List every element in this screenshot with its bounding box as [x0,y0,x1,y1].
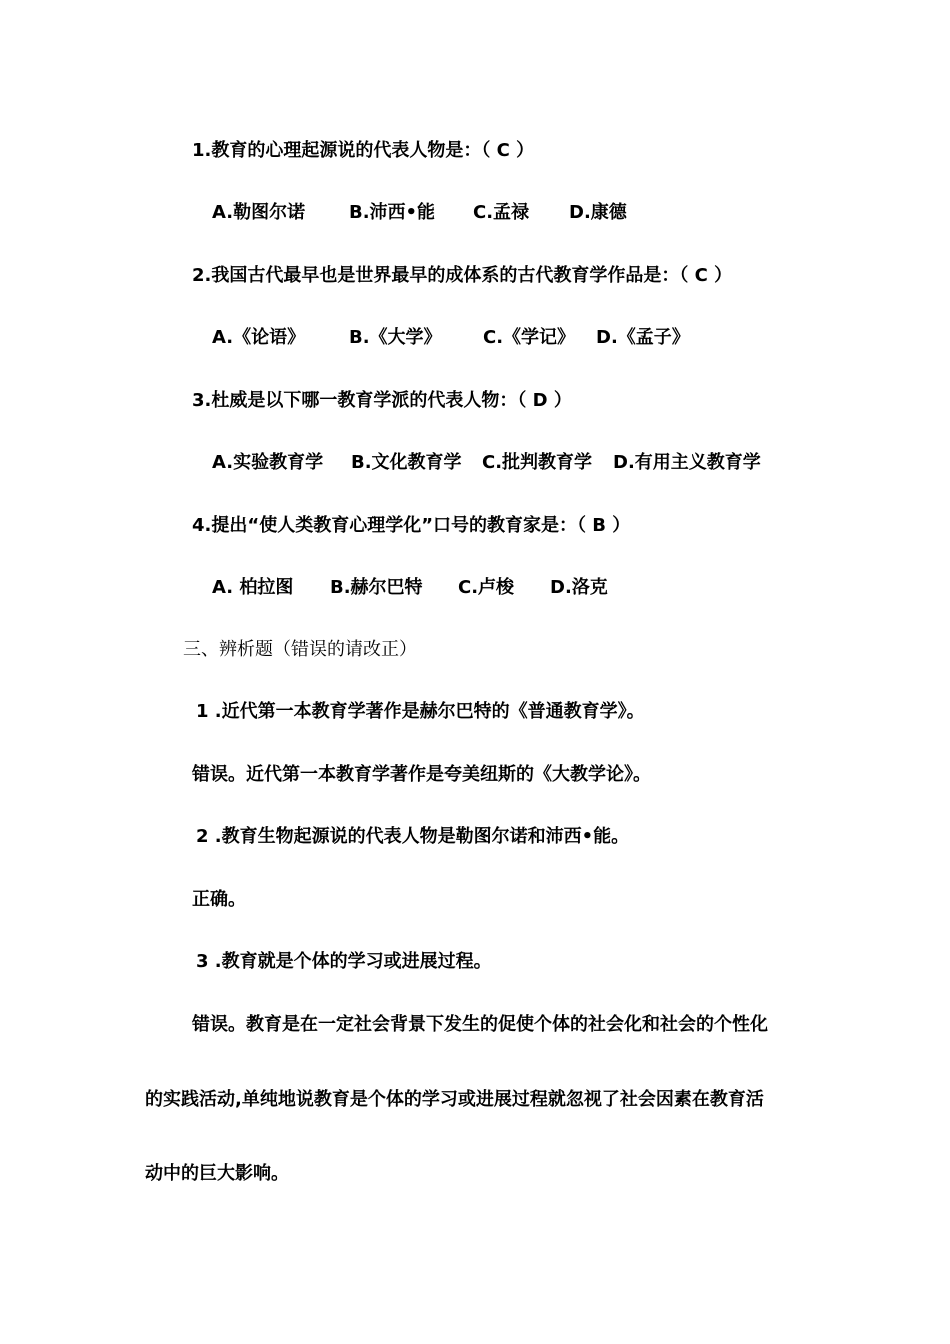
question-2-option-a: A.《论语》 [212,327,306,348]
question-2-stem: 2.我国古代最早也是世界最早的成体系的古代教育学作品是：（ C ） [192,265,733,286]
question-1-option-b: B.沛西•能 [349,202,436,223]
question-4-stem: 4.提出“使人类教育心理学化”口号的教育家是：（ B ） [192,515,631,536]
question-4-options [0,576,950,600]
question-4-option-d: D.洛克 [550,577,608,598]
question-3-option-b: B.文化教育学 [351,452,462,473]
question-1-option-c: C.孟禄 [473,202,530,223]
question-3-option-a: A.实验教育学 [212,452,324,473]
question-4-option-a: A. 柏拉图 [212,577,294,598]
judgement-2-statement: 2 .教育生物起源说的代表人物是勒图尔诺和沛西•能。 [196,826,630,847]
judgement-2-answer: 正确。 [192,889,246,910]
question-4-option-b: B.赫尔巴特 [330,577,423,598]
question-3-options [0,451,950,475]
question-4-option-c: C.卢梭 [458,577,515,598]
question-3-option-d: D.有用主义教育学 [613,452,761,473]
question-3-stem: 3.杜威是以下哪一教育学派的代表人物：（ D ） [192,390,572,411]
question-1-stem: 1.教育的心理起源说的代表人物是：（ C ） [192,140,535,161]
judgement-1-answer: 错误。近代第一本教育学著作是夸美纽斯的《大教学论》。 [192,764,651,785]
question-2-options [0,326,950,350]
judgement-1-statement: 1 .近代第一本教育学著作是赫尔巴特的《普通教育学》。 [196,701,645,722]
question-2-option-b: B.《大学》 [349,327,442,348]
judgement-3-answer-line-3: 动中的巨大影响。 [145,1163,289,1184]
question-2-option-c: C.《学记》 [483,327,576,348]
question-1-option-a: A.勒图尔诺 [212,202,306,223]
judgement-3-statement: 3 .教育就是个体的学习或进展过程。 [196,951,492,972]
question-1-option-d: D.康德 [569,202,627,223]
question-1-options [0,201,950,225]
question-2-option-d: D.《孟子》 [596,327,690,348]
question-3-option-c: C.批判教育学 [482,452,593,473]
section-heading: 三、辨析题（错误的请改正） [183,639,417,660]
judgement-3-answer-line-2: 的实践活动,单纯地说教育是个体的学习或进展过程就忽视了社会因素在教育活 [145,1089,764,1110]
judgement-3-answer-line-1: 错误。教育是在一定社会背景下发生的促使个体的社会化和社会的个性化 [192,1014,768,1035]
